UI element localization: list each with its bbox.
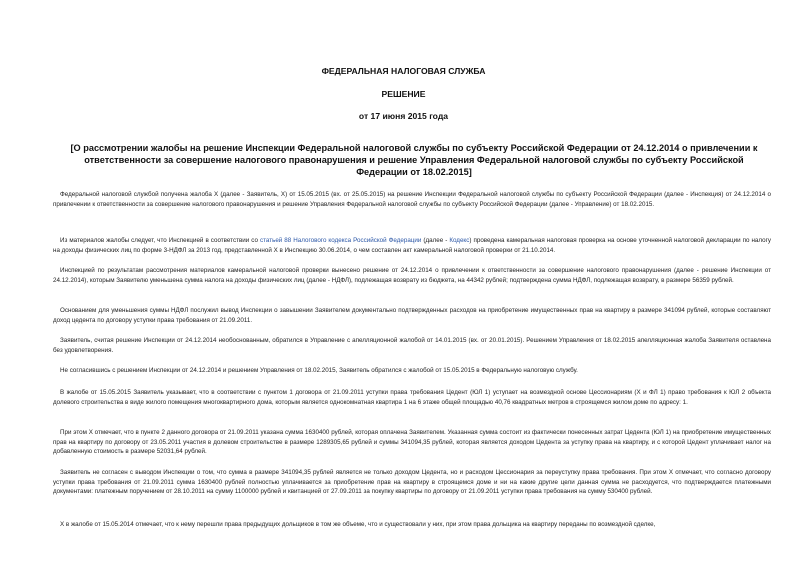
document-date: от 17 июня 2015 года (358, 111, 449, 121)
paragraph-5: Заявитель, считая решение Инспекции от 24.12.2014 необоснованным, обратился в Управление с апелляционной жалобой от 14.01.2015 (вх. от 20.01.2015). Решением Управления от 18.02.2015 апелляционная жалоба Заявителя оставлена без удовлетворения. (53, 337, 771, 354)
paragraph-8: При этом Х отмечает, что в пункте 2 данного договора от 21.09.2011 указана сумма 1630400 рублей, которая оплачена Заявителем. Указанная сумма состоит из фактически понесенных затрат Цедента (ЮЛ 1) на приобретение имущественных прав на квартиру по договору от 23.05.2011 участия в долевом строительстве в размере 1289305,65 рублей и суммы 341094,35 рублей, которая является доходом Цедента за уступку права на квартиру, и с которой Цедент уплачивает налог на добавленную стоимость в размере 52031,64 рублей. (53, 429, 771, 456)
paragraph-7: В жалобе от 15.05.2015 Заявитель указывает, что в соответствии с пунктом 1 договора от 21.09.2011 уступки права требования Цедент (ЮЛ 1) уступает на возмездной основе Цессионариям (Х и ФЛ 1) право требования к ЮЛ 2 объекта долевого строительства в виде жилого помещения многоквартирного дома, которым является однокомнатная квартира 1 на 6 этаже общей площадью 40,76 квадратных метров в строящемся жилом доме по адресу: 1. (53, 389, 771, 406)
document-type: РЕШЕНИЕ (381, 89, 426, 99)
paragraph-9: Заявитель не согласен с выводом Инспекции о том, что сумма в размере 341094,35 рублей является не только доходом Цедента, но и расходом Цессионария за переуступку права требования. При этом Х отмечает, что согласно договору уступки права требования от 21.09.2011 сумма 1630400 рублей полностью уплачивается за приобретение прав на квартиру в строящемся доме и ни на какие другие цели данная сумма не расходуется, что подтверждается платежными документами: платежным поручением от 28.10.2011 на сумму 1100000 рублей и квитанцией от 27.09.2011 за покупку квартиры по договору от 21.09.2011 уступки права требования на сумму 530400 рублей. (53, 469, 771, 496)
paragraph-10: Х в жалобе от 15.05.2014 отмечает, что к нему перешли права предыдущих дольщиков в том же объеме, что и существовали у них, при этом права дольщика на квартиру переданы по возмездной сделке, (60, 521, 656, 528)
paragraph-3: Инспекцией по результатам рассмотрения материалов камеральной налоговой проверки вынесено решение от 24.12.2014 о привлечении к ответственности за совершение налогового правонарушения (далее - решение Инспекции от 24.12.2014), которым Заявителю уменьшена сумма налога на доходы физических лиц (далее - НДФЛ), подлежащая возврату из бюджета, на 44342 рублей; подтверждена сумма НДФЛ, подлежащая возврату, в размере 56359 рублей. (53, 267, 771, 284)
paragraph-4: Основанием для уменьшения суммы НДФЛ послужил вывод Инспекции о завышении Заявителем документально подтвержденных расходов на приобретение имущественных прав на квартиру в размере 341094 рублей, которые составляют доход цедента по договору уступки права требования от 21.09.2011. (53, 307, 771, 324)
paragraph-6: Не согласившись с решением Инспекции от 24.12.2014 и решением Управления от 18.02.2015, Заявитель обратился с жалобой от 15.05.2015 в Федеральную налоговую службу. (60, 367, 578, 374)
paragraph-2-text-start: Из материалов жалобы следует, что Инспекцией в соответствии со (60, 237, 260, 244)
paragraph-2-text-end: ) проведена камеральная налоговая проверка на основе уточненной налоговой декларации по налогу на доходы физических лиц по форме 3-НДФЛ за 2013 год, представленной Х в Инспекцию 30.06.2014, о чем составлен акт камеральной налоговой проверки от 21.10.2014. (53, 237, 772, 254)
tax-code-article-88-link[interactable]: статьей 88 Налогового кодекса Российской Федерации (259, 237, 422, 244)
paragraph-1: Федеральной налоговой службой получена жалоба Х (далее - Заявитель, Х) от 15.05.2015 (вх. от 25.05.2015) на решение Инспекции Федеральной налоговой службы по субъекту Российской Федерации (далее - Инспекция) от 24.12.2014 о привлечении к ответственности за совершение налогового правонарушения и решение Управления Федеральной налоговой службы по субъекту Российской Федерации (далее - Управление) от 18.02.2015. (53, 191, 771, 208)
tax-code-link[interactable]: Кодекс (449, 237, 470, 244)
paragraph-2-text-mid: (далее - (421, 237, 450, 244)
paragraph-2 (53, 236, 771, 255)
agency-title: ФЕДЕРАЛЬНАЯ НАЛОГОВАЯ СЛУЖБА (321, 66, 486, 76)
document-topic: [О рассмотрении жалобы на решение Инспекции Федеральной налоговой службы по субъекту Российской Федерации от 24.12.2014 о привлечении к ответственности за совершение налогового правонарушения и решение Управления Федеральной налоговой службы по субъекту Российской Федерации от 18.02.2015] (70, 143, 758, 178)
